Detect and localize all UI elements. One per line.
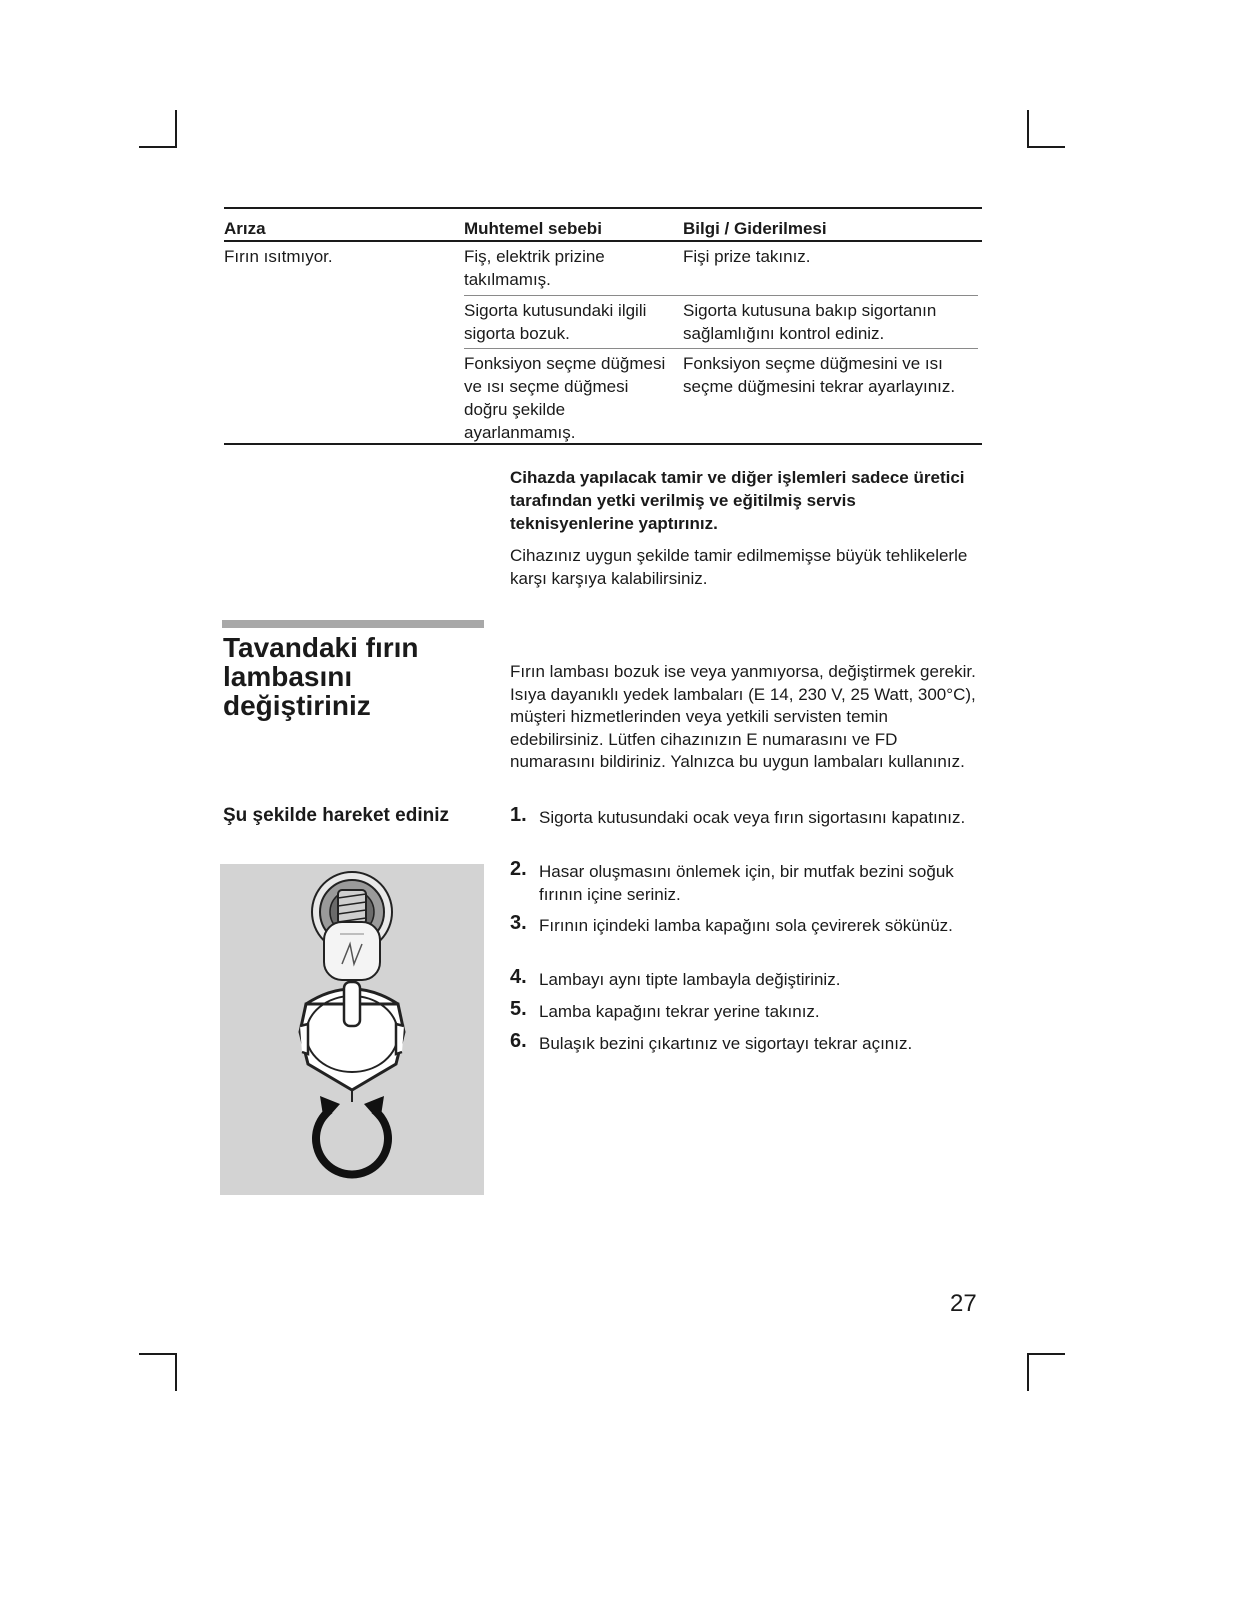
step-text: Fırının içindeki lamba kapağını sola çevirerek sökünüz. [539, 916, 953, 935]
row-divider [464, 295, 978, 296]
oven-lamp-icon [220, 864, 484, 1195]
fault-cell: Fırın ısıtmıyor. [224, 247, 333, 266]
repair-warning-bold: Cihazda yapılacak tamir ve diğer işlemleri sadece üretici tarafından yetki verilmiş ve eğitilmiş servis teknisyenlerine yaptırınız. [510, 468, 965, 533]
remedy-cell-3: Fonksiyon seçme düğmesini ve ısı seçme düğmesini tekrar ayarlayınız. [683, 354, 956, 396]
step-number: 4. [510, 966, 527, 988]
remedy-cell-2: Sigorta kutusuna bakıp sigortanın sağlamlığını kontrol ediniz. [683, 301, 937, 343]
step-text: Lambayı aynı tipte lambayla değiştiriniz. [539, 970, 841, 989]
crop-mark-bottom-left-v [175, 1353, 177, 1391]
section-title: Tavandaki fırın lambasını değiştiriniz [223, 632, 419, 721]
step-number: 5. [510, 998, 527, 1020]
section-intro: Fırın lambası bozuk ise veya yanmıyorsa, değiştirmek gerekir. Isıya dayanıklı yedek lambaları (E 14, 230 V, 25 Watt, 300°C), müşteri hizmetlerinden veya yetkili servisten temin edebilirsiniz. Lütfen cihazınızın E numarasını ve FD numarasını bildiriniz. Yalnızca bu uygun lambaları kullanınız. [510, 662, 976, 771]
header-remedy: Bilgi / Giderilmesi [683, 219, 827, 238]
crop-mark-top-left-h [139, 146, 177, 148]
crop-mark-top-right-h [1027, 146, 1065, 148]
cause-cell-2: Sigorta kutusundaki ilgili sigorta bozuk. [464, 301, 647, 343]
page-number: 27 [950, 1290, 977, 1317]
crop-mark-bottom-right-v [1027, 1353, 1029, 1391]
table-bottom-rule [224, 443, 982, 445]
table-top-rule [224, 207, 982, 209]
crop-mark-top-right-v [1027, 110, 1029, 148]
step-text: Hasar oluşmasını önlemek için, bir mutfak bezini soğuk fırının içine seriniz. [539, 862, 954, 904]
procedure-subheading: Şu şekilde hareket ediniz [223, 805, 449, 826]
repair-warning-text: Cihazınız uygun şekilde tamir edilmemişse büyük tehlikelerle karşı karşıya kalabilirsiniz. [510, 546, 968, 588]
step-number: 6. [510, 1030, 527, 1052]
header-cause: Muhtemel sebebi [464, 219, 602, 238]
header-fault: Arıza [224, 219, 266, 238]
cause-cell-1: Fiş, elektrik prizine takılmamış. [464, 247, 605, 289]
lamp-replacement-illustration [220, 864, 484, 1195]
step-text: Lamba kapağını tekrar yerine takınız. [539, 1002, 820, 1021]
crop-mark-top-left-v [175, 110, 177, 148]
section-divider-bar [222, 620, 484, 628]
table-header-rule [224, 240, 982, 242]
step-number: 3. [510, 912, 527, 934]
row-divider [464, 348, 978, 349]
step-text: Sigorta kutusundaki ocak veya fırın sigortasını kapatınız. [539, 808, 966, 827]
cause-cell-3: Fonksiyon seçme düğmesi ve ısı seçme düğmesi doğru şekilde ayarlanmamış. [464, 354, 666, 442]
crop-mark-bottom-left-h [139, 1353, 177, 1355]
step-number: 1. [510, 804, 527, 826]
remedy-cell-1: Fişi prize takınız. [683, 247, 811, 266]
step-text: Bulaşık bezini çıkartınız ve sigortayı tekrar açınız. [539, 1034, 913, 1053]
step-number: 2. [510, 858, 527, 880]
crop-mark-bottom-right-h [1027, 1353, 1065, 1355]
